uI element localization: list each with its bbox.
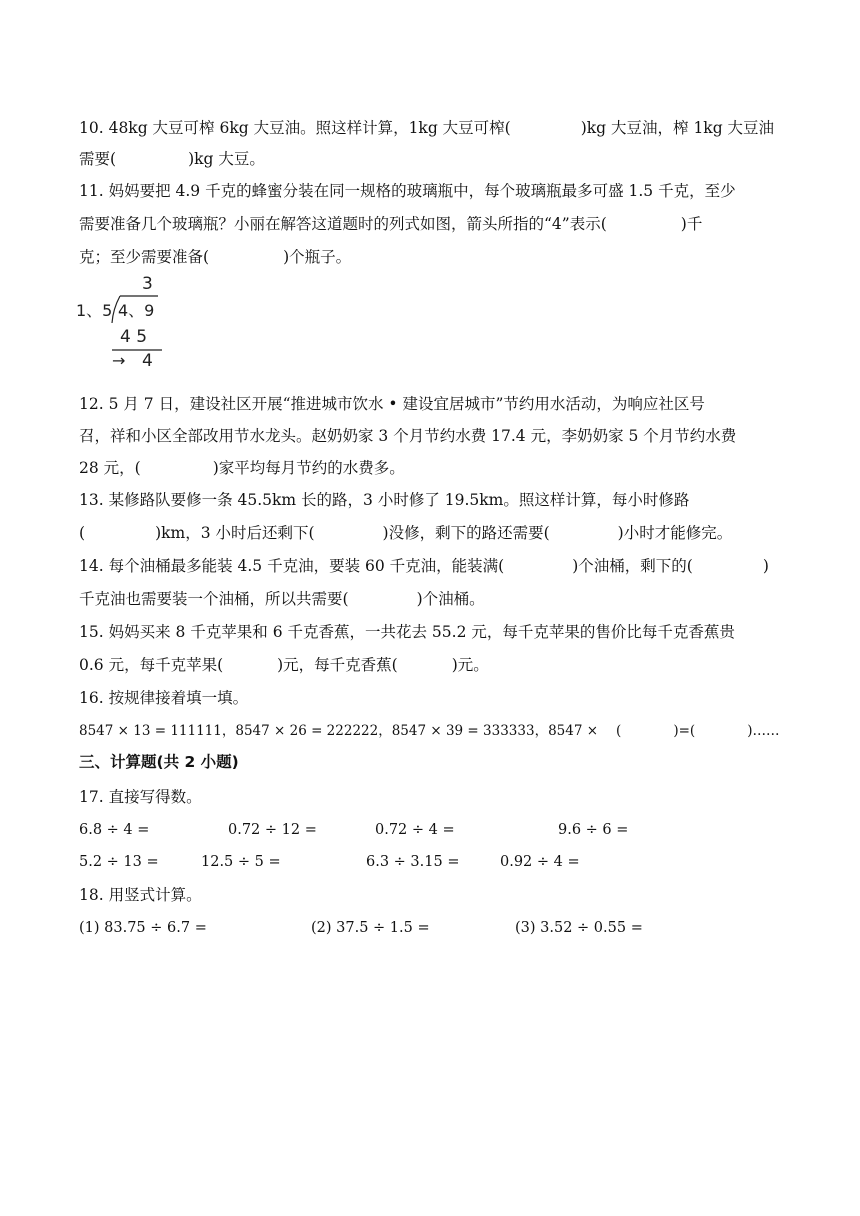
q17-item: 0.72 ÷ 4 = [375,822,455,838]
dividend: 4、9 [118,301,155,320]
question-18-title: 18. 用竖式计算。 [79,886,202,904]
question-15-line-1: 15. 妈妈买来 8 千克苹果和 6 千克香蕉，一共花去 55.2 元，每千克苹果的售价比每千克香蕉贵 [79,623,735,641]
q10-text-c: 需要( [79,150,117,168]
question-14-line-2 [79,589,485,609]
q17-item: 9.6 ÷ 6 = [558,822,629,838]
q16-paren-mid: )=( [673,723,696,739]
q16-paren-open: ( [616,723,622,739]
question-13-line-2 [79,523,732,543]
q14-text-b: )个油桶，剩下的( [572,557,693,575]
question-11-line-2 [79,214,702,234]
q17-item: 12.5 ÷ 5 = [201,854,281,870]
q16-pattern: 8547 × 13 = 111111，8547 × 26 = 222222，8547 × 39 = 333333，8547 × [79,723,599,739]
q18-item: (1) 83.75 ÷ 6.7 = [79,920,207,936]
question-13-line-1: 13. 某修路队要修一条 45.5km 长的路，3 小时修了 19.5km。照这样计算，每小时修路 [79,491,690,509]
q11-text-b: )千 [680,215,703,233]
q11-text-a: 需要准备几个玻璃瓶？小丽在解答这道题时的列式如图，箭头所指的“4”表示( [79,215,607,233]
q17-item: 6.3 ÷ 3.15 = [366,854,460,870]
q18-item: (3) 3.52 ÷ 0.55 = [515,920,643,936]
q10-text-b: )kg 大豆油，榨 1kg 大豆油 [580,119,775,137]
q12-text-b: )家平均每月节约的水费多。 [212,459,405,477]
q10-text-a: 10. 48kg 大豆可榨 6kg 大豆油。照这样计算，1kg 大豆可榨( [79,119,511,137]
question-12-line-2: 召，祥和小区全部改用节水龙头。赵奶奶家 3 个月节约水费 17.4 元，李奶奶家 5 个月节约水费 [79,427,737,445]
q11-text-c: 克；至少需要准备( [79,248,210,266]
q13-text-c: )没修，剩下的路还需要( [382,524,550,542]
q15-text-b: )元，每千克香蕉( [277,656,398,674]
question-10-line-1 [79,118,774,138]
q12-text-a: 28 元，( [79,459,141,477]
question-11-line-1: 11. 妈妈要把 4.9 千克的蜂蜜分装在同一规格的玻璃瓶中，每个玻璃瓶最多可盛 1.5 千克，至少 [79,182,736,200]
q16-paren-close: )…… [747,723,780,739]
question-12-line-3 [79,458,405,478]
question-11-line-3 [79,247,351,267]
question-16-line-2 [79,721,779,741]
partial-product: 4 5 [120,327,148,347]
q17-item: 0.72 ÷ 12 = [228,822,317,838]
q11-text-d: )个瓶子。 [283,248,352,266]
q10-text-d: )kg 大豆。 [188,150,265,168]
question-10-line-2 [79,149,265,169]
question-15-line-2 [79,655,489,675]
question-12-line-1: 12. 5 月 7 日，建设社区开展“推进城市饮水 • 建设宜居城市”节约用水活动，为响应社区号 [79,395,705,413]
q17-item: 0.92 ÷ 4 = [500,854,580,870]
long-division-figure [76,270,176,375]
q14-text-e: )个油桶。 [416,590,485,608]
q13-text-b: )km，3 小时后还剩下( [155,524,315,542]
question-16-line-1: 16. 按规律接着填一填。 [79,689,249,707]
divisor: 1、5 [76,301,113,320]
q18-item: (2) 37.5 ÷ 1.5 = [311,920,430,936]
q17-item: 6.8 ÷ 4 = [79,822,150,838]
q15-text-c: )元。 [451,656,489,674]
question-14-line-1 [79,556,769,576]
remainder: 4 [142,351,153,371]
section-3-heading: 三、计算题(共 2 小题) [79,753,239,771]
q15-text-a: 0.6 元，每千克苹果( [79,656,224,674]
q13-text-a: ( [79,524,86,542]
q13-text-d: )小时才能修完。 [617,524,733,542]
q14-text-d: 千克油也需要装一个油桶，所以共需要( [79,590,349,608]
quotient: 3 [142,274,153,294]
q14-text-a: 14. 每个油桶最多能装 4.5 千克油，要装 60 千克油，能装满( [79,557,505,575]
question-17-title: 17. 直接写得数。 [79,788,202,806]
q17-item: 5.2 ÷ 13 = [79,854,159,870]
arrow-icon: → [112,351,126,370]
q14-text-c: ) [762,557,769,575]
